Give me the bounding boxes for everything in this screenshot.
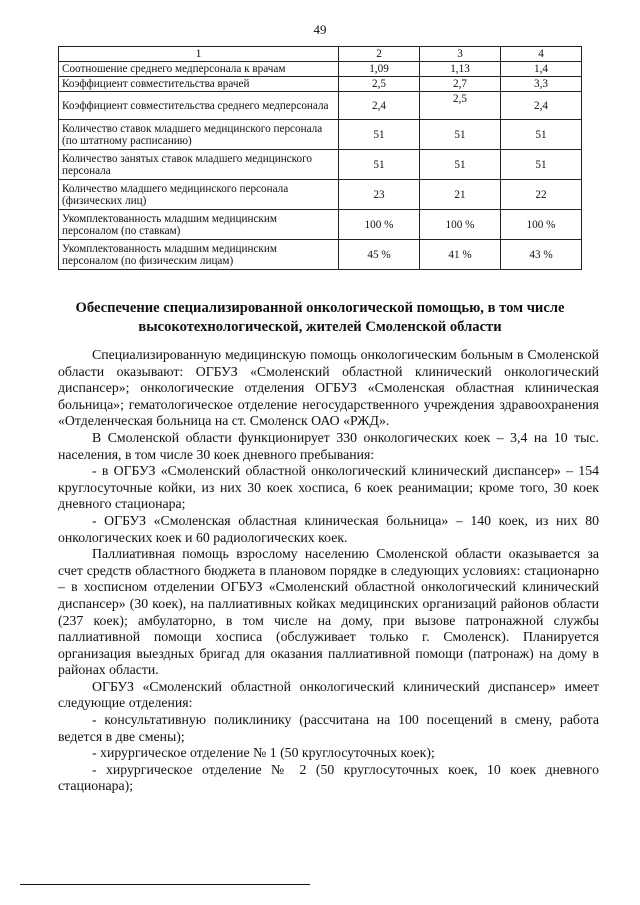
paragraph: Специализированную медицинскую помощь онкологическим больным в Смоленской области оказывают: ОГБУЗ «Смоленский областной клинический онкологический диспансер»; онкологические отделения ОГБУЗ «Смоленская областная клиническая больница»; гематологическое отделение негосударственного учреждения здравоохранения «Отделенческая больница на ст. Смоленск ОАО «РЖД».	[58, 347, 599, 429]
table-row	[59, 150, 582, 180]
section-heading: Обеспечение специализированной онкологической помощью, в том числе высокотехнологической, жителей Смоленской области	[75, 300, 565, 335]
table-cell: 2,4	[501, 92, 582, 120]
table-header-cell: 3	[420, 47, 501, 62]
list-item: - консультативную поликлинику (рассчитана на 100 посещений в смену, работа ведется в две смены);	[58, 712, 599, 744]
paragraph: ОГБУЗ «Смоленский областной онкологический клинический диспансер» имеет следующие отделения:	[58, 678, 599, 711]
row-label: Количество младшего медицинского персонала (физических лиц)	[59, 180, 339, 210]
staffing-table	[58, 46, 582, 270]
table-cell: 1,4	[501, 62, 582, 77]
table-cell: 2,5	[339, 77, 420, 92]
table-cell: 43 %	[501, 240, 582, 270]
table-row	[59, 210, 582, 240]
page-number: 49	[313, 22, 327, 37]
table-cell: 100 %	[420, 210, 501, 240]
table-cell: 3,3	[501, 77, 582, 92]
table-header-cell: 1	[59, 47, 339, 62]
table-row	[59, 120, 582, 150]
row-label: Количество занятых ставок младшего медицинского персонала	[59, 150, 339, 180]
row-label: Укомплектованность младшим медицинским персоналом (по ставкам)	[59, 210, 339, 240]
row-label: Коэффициент совместительства врачей	[59, 77, 339, 92]
table-row	[59, 77, 582, 92]
table-cell: 1,09	[339, 62, 420, 77]
footer-rule	[20, 884, 310, 885]
table-header-cell: 2	[339, 47, 420, 62]
table-row	[59, 62, 582, 77]
table-cell: 45 %	[339, 240, 420, 270]
table-cell: 22	[501, 180, 582, 210]
table-row	[59, 92, 582, 120]
row-label: Соотношение среднего медперсонала к врачам	[59, 62, 339, 77]
table-header-cell: 4	[501, 47, 582, 62]
table-row	[59, 240, 582, 270]
paragraph: Паллиативная помощь взрослому населению Смоленской области оказывается за счет средств областного бюджета в плановом порядке в следующих условиях: стационарно – в хосписном отделении ОГБУЗ «Смоленский областной онкологический клинический диспансер» (30 коек), на паллиативных койках медицинских организаций районов области (237 коек); амбулаторно, в том числе на дому, при вызове патронажной службы паллиативной помощи хосписа (обслуживает только г. Смоленск). Планируется организация выездных бригад для оказания паллиативной помощи (патронаж) на дому в районах области.	[58, 546, 599, 678]
table-cell: 51	[339, 150, 420, 180]
table-header-row	[59, 47, 582, 62]
table-cell: 23	[339, 180, 420, 210]
table-cell: 100 %	[501, 210, 582, 240]
table-cell: 2,5	[420, 92, 501, 120]
table-cell: 51	[501, 150, 582, 180]
table-cell: 41 %	[420, 240, 501, 270]
list-item: - хирургическое отделение № 1 (50 круглосуточных коек);	[92, 745, 435, 761]
table-cell: 51	[339, 120, 420, 150]
table-cell: 2,4	[339, 92, 420, 120]
table-cell: 51	[420, 150, 501, 180]
table-cell: 51	[420, 120, 501, 150]
list-item: - в ОГБУЗ «Смоленский областной онкологический клинический диспансер» – 154 круглосуточные койки, из них 30 коек хосписа, 6 коек реанимации; кроме того, 30 коек дневного стационара;	[58, 463, 599, 512]
body-text	[58, 347, 599, 795]
row-label: Укомплектованность младшим медицинским персоналом (по физическим лицам)	[59, 240, 339, 270]
table-cell: 100 %	[339, 210, 420, 240]
table-cell: 51	[501, 120, 582, 150]
table-cell: 1,13	[420, 62, 501, 77]
row-label: Количество ставок младшего медицинского персонала (по штатному расписанию)	[59, 120, 339, 150]
list-item: - хирургическое отделение № 2 (50 круглосуточных коек, 10 коек дневного стационара);	[58, 761, 599, 794]
table-row	[59, 180, 582, 210]
row-label: Коэффициент совместительства среднего медперсонала	[59, 92, 339, 120]
list-item: - ОГБУЗ «Смоленская областная клиническая больница» – 140 коек, из них 80 онкологических коек и 60 радиологических коек.	[58, 512, 599, 545]
table-cell: 2,7	[420, 77, 501, 92]
paragraph: В Смоленской области функционирует 330 онкологических коек – 3,4 на 10 тыс. населения, в том числе 30 коек дневного пребывания:	[58, 429, 599, 462]
table-cell: 21	[420, 180, 501, 210]
